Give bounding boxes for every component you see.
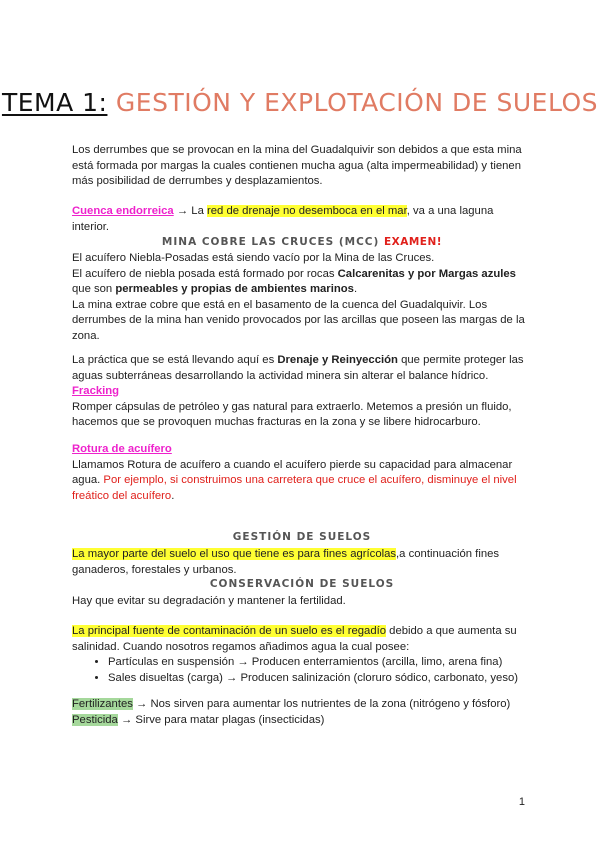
mina-l2a: El acuífero de niebla posada está formado por rocas xyxy=(72,267,338,280)
page-title xyxy=(0,88,600,117)
cuenca-arrow: → La xyxy=(173,205,207,217)
practica-bold: Drenaje y Reinyección xyxy=(277,354,398,366)
cuenca-rest: , va a una laguna interior. xyxy=(72,205,494,233)
mina-l2e: . xyxy=(353,283,358,296)
fracking-term: Fracking xyxy=(72,385,120,398)
mina-l2d: permeables y propias de ambientes marinos xyxy=(115,283,354,296)
mina-line2 xyxy=(72,267,532,298)
gestion-highlight: La mayor parte del suelo el uso que tiene es para fines agrícolas xyxy=(72,548,397,560)
pesticida-text: → Sirve para matar plagas (insecticidas) xyxy=(117,714,325,726)
cuenca-paragraph xyxy=(72,204,532,235)
rotura-end: . xyxy=(171,489,175,502)
gestion-rest: ,a continuación fines ganaderos, forestales y urbanos. xyxy=(72,548,500,576)
practica-a: La práctica que se está llevando aquí es xyxy=(72,354,278,366)
mina-heading-text: MINA COBRE LAS CRUCES (MCC) xyxy=(161,236,380,248)
rotura-term: Rotura de acuífero xyxy=(72,443,172,455)
list-item: • Sales disueltas (carga) → Producen salinización (cloruro sódico, carbonato, yeso) xyxy=(108,671,532,687)
conservacion-paragraph: Hay que evitar su degradación y mantener la fertilidad. xyxy=(72,595,346,607)
mina-line3: La mina extrae cobre que está en el basamento de la cuenca del Guadalquivir. Los derrumbes de la mina han venido provocados por las arcillas que poseen las margas de la zona. xyxy=(72,298,525,342)
mina-line1: El acuífero Niebla-Posadas está siendo vacío por la Mina de las Cruces. xyxy=(72,252,435,264)
rotura-text: Llamamos Rotura de acuífero a cuando el acuífero pierde su capacidad para almacenar agua. xyxy=(72,458,513,487)
pesticida-term: Pesticida xyxy=(72,714,118,726)
regadio-highlight: La principal fuente de contaminación de un suelo es el regadío xyxy=(72,625,387,637)
conservacion-heading: CONSERVACIÓN DE SUELOS xyxy=(209,578,395,590)
pesticida-line xyxy=(72,713,532,729)
page-number: 1 xyxy=(518,796,525,808)
intro-paragraph: Los derrumbes que se provocan en la mina del Guadalquivir son debidos a que esta mina está formada por margas la cuales contienen mucha agua (alta impermeabilidad) y tienen más posibilidad de derrumbes y desplazamientos. xyxy=(72,144,522,188)
rotura-paragraph xyxy=(72,442,532,504)
practica-paragraph xyxy=(72,353,532,431)
fracking-text: Romper cápsulas de petróleo y gas natural para extraerlo. Metemos a presión un fluido, hacemos que se provoquen muchas fracturas en la zona y se libere hidrocarburo. xyxy=(72,400,512,429)
title-part1: TEMA 1: xyxy=(1,88,108,117)
regadio-list xyxy=(72,655,532,686)
mina-paragraph xyxy=(72,251,532,345)
list-item: • Partículas en suspensión → Producen enterramientos (arcilla, limo, arena fina) xyxy=(108,655,532,671)
fertilizantes-term: Fertilizantes xyxy=(72,698,133,710)
gestion-heading: GESTIÓN DE SUELOS xyxy=(232,531,372,543)
fertilizantes-text: → Nos sirven para aumentar los nutrientes de la zona (nitrógeno y fósforo) xyxy=(132,698,511,710)
cuenca-term: Cuenca endorreica xyxy=(72,205,174,217)
mina-l2c: que son xyxy=(72,283,116,296)
mina-heading xyxy=(72,236,532,248)
regadio-paragraph xyxy=(72,624,532,686)
mina-l2b: Calcarenitas y por Margas azules xyxy=(337,267,516,280)
practica-c: que permite proteger las aguas subterráneas desarrollando la actividad minera sin alterar el balance hídrico. xyxy=(72,354,524,382)
rotura-example: Por ejemplo, si construimos una carretera que cruce el acuífero, disminuye el nivel freático del acuífero xyxy=(72,474,517,502)
title-part2: GESTIÓN Y EXPLOTACIÓN DE SUELOS xyxy=(115,88,599,117)
regadio-rest: debido a que aumenta su salinidad. Cuando nosotros regamos añadimos agua la cual posee: xyxy=(72,625,517,653)
gestion-paragraph xyxy=(72,547,532,578)
cuenca-highlight: red de drenaje no desemboca en el mar xyxy=(207,205,407,217)
exam-badge: EXAMEN! xyxy=(383,236,443,248)
fertilizantes-line xyxy=(72,697,532,713)
